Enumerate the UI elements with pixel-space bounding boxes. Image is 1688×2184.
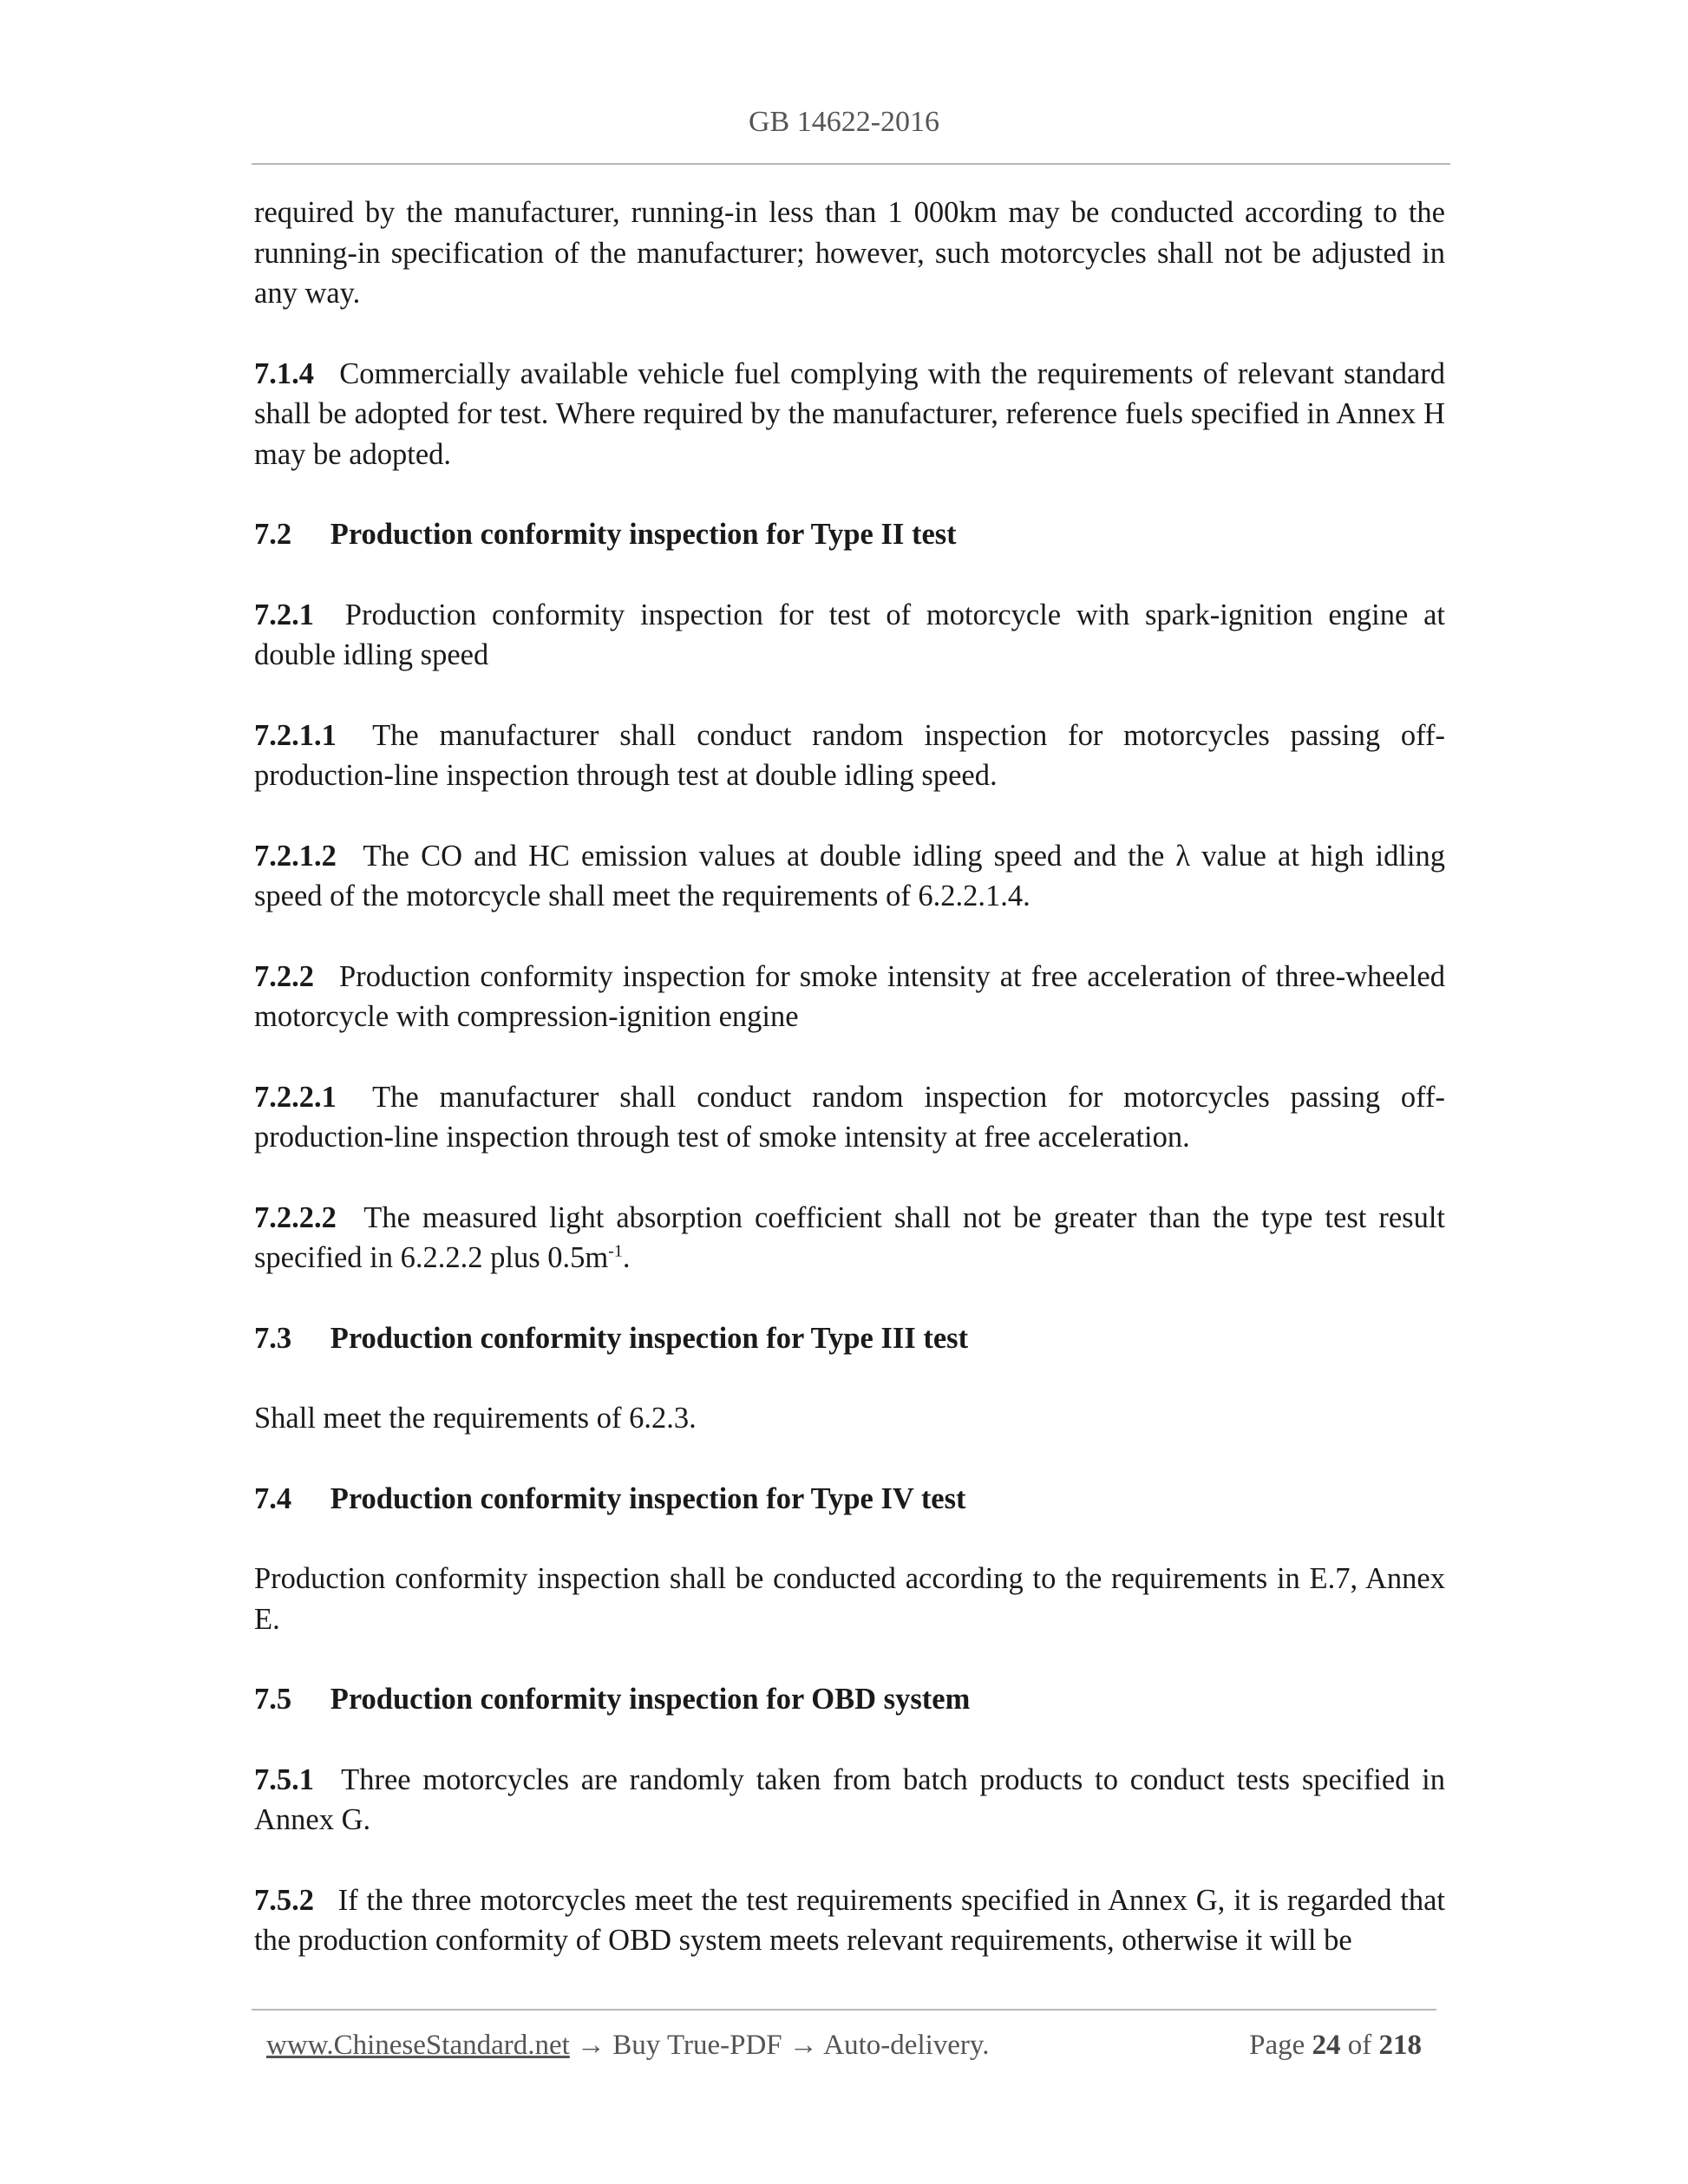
- clause-text: Production conformity inspection for test of motorcycle with spark-ignition engine at double idling speed: [254, 598, 1446, 671]
- footer-promo: [266, 2030, 990, 2062]
- clause-7-2-2-2: [254, 1198, 1445, 1278]
- section-heading-7-4: [254, 1479, 1445, 1520]
- clause-text: Production conformity inspection for smoke intensity at free acceleration of three-wheeled motorcycle with compression-ignition engine: [254, 959, 1445, 1033]
- paragraph-7-3: Shall meet the requirements of 6.2.3.: [254, 1402, 697, 1435]
- clause-text: If the three motorcycles meet the test requirements specified in Annex G, it is regarded that the production conformity of OBD system meets relevant requirements, otherwise it will be: [254, 1883, 1446, 1957]
- paragraph-continued: required by the manufacturer, running-in less than 1 000km may be conducted according to the running-in specification of the manufacturer; however, such motorcycles shall not be adjusted in any way.: [254, 196, 1445, 310]
- clause-7-5-2: [254, 1880, 1445, 1961]
- clause-7-1-4: [254, 354, 1445, 475]
- section-title: Production conformity inspection for Type III test: [330, 1321, 969, 1355]
- clause-end: .: [622, 1241, 631, 1274]
- paragraph-7-4: Production conformity inspection shall be conducted according to the requirements in E.7, Annex E.: [254, 1562, 1445, 1636]
- section-number: 7.5: [254, 1683, 292, 1716]
- clause-7-5-1: [254, 1760, 1445, 1841]
- header-divider: [252, 163, 1450, 165]
- page-number: [1249, 2030, 1422, 2062]
- section-number: 7.2: [254, 518, 292, 551]
- clause-text: Commercially available vehicle fuel complying with the requirements of relevant standard shall be adopted for test. Where required by the manufacturer, reference fuels specified in Annex H may be adopted.: [254, 356, 1445, 471]
- superscript-exponent: -1: [608, 1241, 623, 1261]
- clause-text: The manufacturer shall conduct random inspection for motorcycles passing off-production-line inspection through test of smoke intensity at free acceleration.: [254, 1080, 1445, 1154]
- clause-number: 7.2.2: [254, 959, 314, 993]
- of-label: of: [1347, 2030, 1372, 2061]
- clause-number: 7.1.4: [254, 356, 314, 390]
- total-pages: 218: [1378, 2030, 1422, 2061]
- current-page: 24: [1312, 2030, 1341, 2061]
- clause-number: 7.5.1: [254, 1762, 314, 1796]
- clause-number: 7.5.2: [254, 1883, 314, 1917]
- clause-7-2-1-2: [254, 836, 1445, 917]
- clause-text: The manufacturer shall conduct random inspection for motorcycles passing off-production-line inspection through test at double idling speed.: [254, 718, 1445, 792]
- section-heading-7-5: [254, 1679, 1445, 1720]
- section-title: Production conformity inspection for OBD system: [330, 1683, 971, 1716]
- clause-text: Three motorcycles are randomly taken from batch products to conduct tests specified in Annex G.: [254, 1762, 1445, 1836]
- clause-number: 7.2.1.1: [254, 718, 337, 752]
- page-label: Page: [1249, 2030, 1305, 2061]
- clause-7-2-1: [254, 595, 1445, 676]
- section-title: Production conformity inspection for Type IV test: [330, 1481, 966, 1515]
- clause-7-2-1-1: [254, 716, 1445, 796]
- section-heading-7-2: [254, 514, 1445, 555]
- page-header: GB 14622-2016: [748, 106, 940, 138]
- document-body: [254, 193, 1445, 2001]
- footer-tagline: → Buy True-PDF → Auto-delivery.: [569, 2030, 990, 2061]
- clause-text: The measured light absorption coefficient shall not be greater than the type test result specified in 6.2.2.2 plus 0.5m: [254, 1200, 1445, 1274]
- clause-text: The CO and HC emission values at double idling speed and the λ value at high idling speed of the motorcycle shall meet the requirements of 6.2.2.1.4.: [254, 839, 1445, 912]
- section-number: 7.3: [254, 1321, 292, 1355]
- website-link[interactable]: www.ChineseStandard.net: [266, 2030, 570, 2061]
- clause-7-2-2-1: [254, 1077, 1445, 1158]
- clause-number: 7.2.1.2: [254, 839, 337, 873]
- section-title: Production conformity inspection for Type II test: [330, 518, 957, 551]
- clause-7-2-2: [254, 957, 1445, 1037]
- section-heading-7-3: [254, 1318, 1445, 1359]
- clause-number: 7.2.1: [254, 598, 314, 631]
- clause-number: 7.2.2.2: [254, 1200, 337, 1234]
- footer-divider: [252, 2009, 1436, 2011]
- section-number: 7.4: [254, 1481, 292, 1515]
- clause-number: 7.2.2.1: [254, 1080, 337, 1114]
